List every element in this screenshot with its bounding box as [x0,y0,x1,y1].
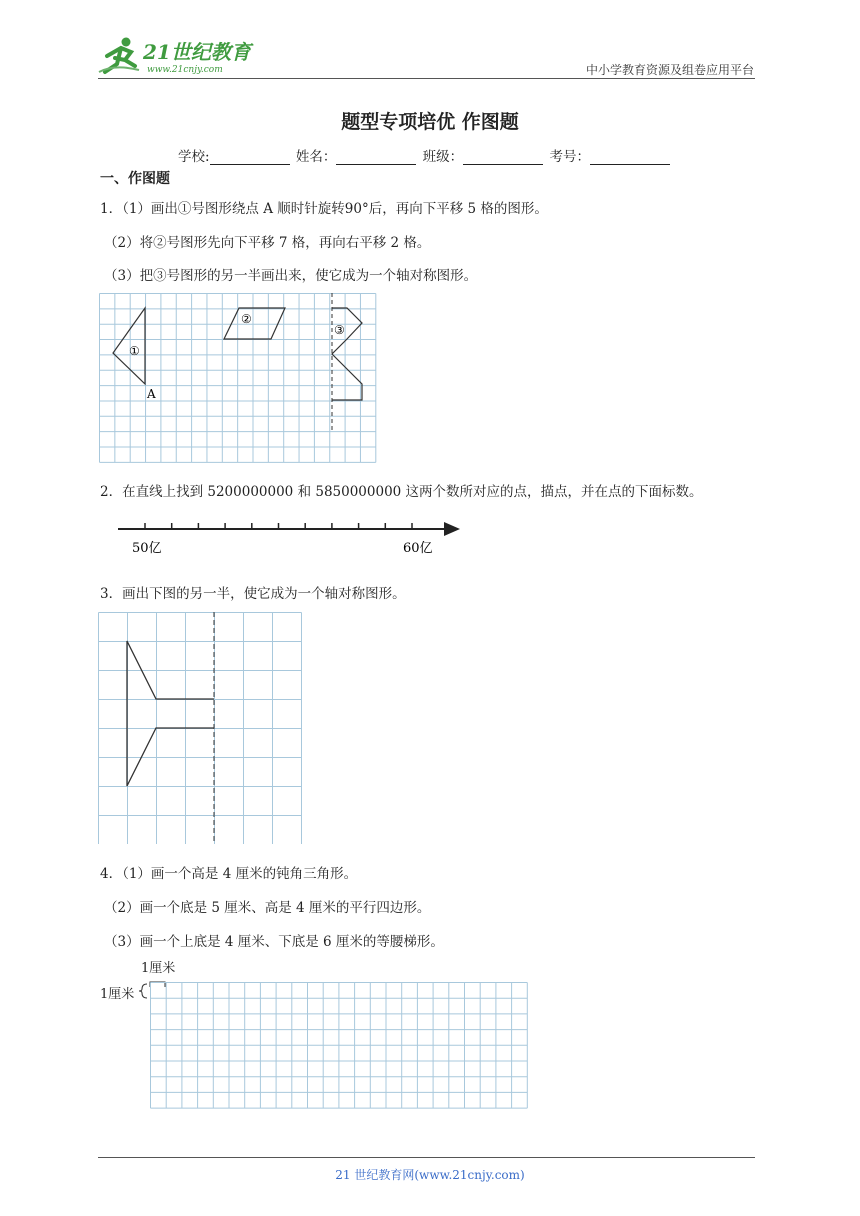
q2-right-label: 60亿 [403,541,433,556]
student-info-line [178,145,672,165]
q1-shape3 [332,308,362,400]
header-platform-text: 中小学教育资源及组卷应用平台 [585,63,754,77]
logo-text: 21世纪教育 [143,40,251,64]
exam-no-blank[interactable] [590,150,670,165]
q3-half-shape [127,641,214,786]
header-divider [98,78,755,79]
q3-text: 3．画出下图的另一半，使它成为一个轴对称图形。 [100,586,406,602]
class-label: 班级： [422,149,464,165]
q2-left-label: 50亿 [132,541,162,556]
q3-grid [98,612,302,844]
name-blank[interactable] [336,150,416,165]
q2-arrow-icon [444,522,460,536]
q1-shape3-label: ③ [334,323,345,337]
q4-grid [138,973,533,1113]
q1-grid-lines [100,294,376,463]
q4-grid-lines [151,983,528,1109]
q4-unit-bracket-left [139,984,147,998]
exam-no-label: 考号： [549,149,590,165]
q1-grid [99,293,381,465]
section-title: 一、作图题 [100,171,170,187]
q4-part3: （3）画一个上底是 4 厘米、下底是 6 厘米的等腰梯形。 [104,934,444,950]
q1-point-a: A [147,387,156,401]
q2-number-line [112,516,464,558]
q4-unit-top: 1厘米 [141,961,176,976]
site-logo [95,34,260,78]
q4-unit-left: 1厘米 [100,987,135,1002]
q2-text: 2．在直线上找到 5200000000 和 5850000000 这两个数所对应的点，描点，并在点的下面标数。 [100,484,703,500]
q1-part1: 1．（1）画出①号图形绕点 A 顺时针旋转90°后，再向下平移 5 格的图形。 [100,201,548,217]
class-blank[interactable] [463,150,543,165]
page-title: 题型专项培优 作图题 [341,111,519,133]
q4-part2: （2）画一个底是 5 厘米、高是 4 厘米的平行四边形。 [104,900,431,916]
q1-shape1-label: ① [129,344,140,358]
q1-part2: （2）将②号图形先向下平移 7 格，再向右平移 2 格。 [104,235,431,251]
name-label: 姓名： [295,149,337,165]
footer-divider [98,1157,755,1158]
logo-runner-icon [95,34,260,78]
footer-link[interactable]: 21 世纪教育网(www.21cnjy.com) [335,1168,525,1182]
q4-part1: 4．（1）画一个高是 4 厘米的钝角三角形。 [100,866,358,882]
school-label: 学校: [178,149,210,165]
logo-url: www.21cnjy.com [147,65,223,75]
q1-shape2-label: ② [241,312,252,326]
q1-shape2 [224,308,285,339]
school-blank[interactable] [210,150,290,165]
q1-part3: （3）把③号图形的另一半画出来，使它成为一个轴对称图形。 [104,268,478,284]
